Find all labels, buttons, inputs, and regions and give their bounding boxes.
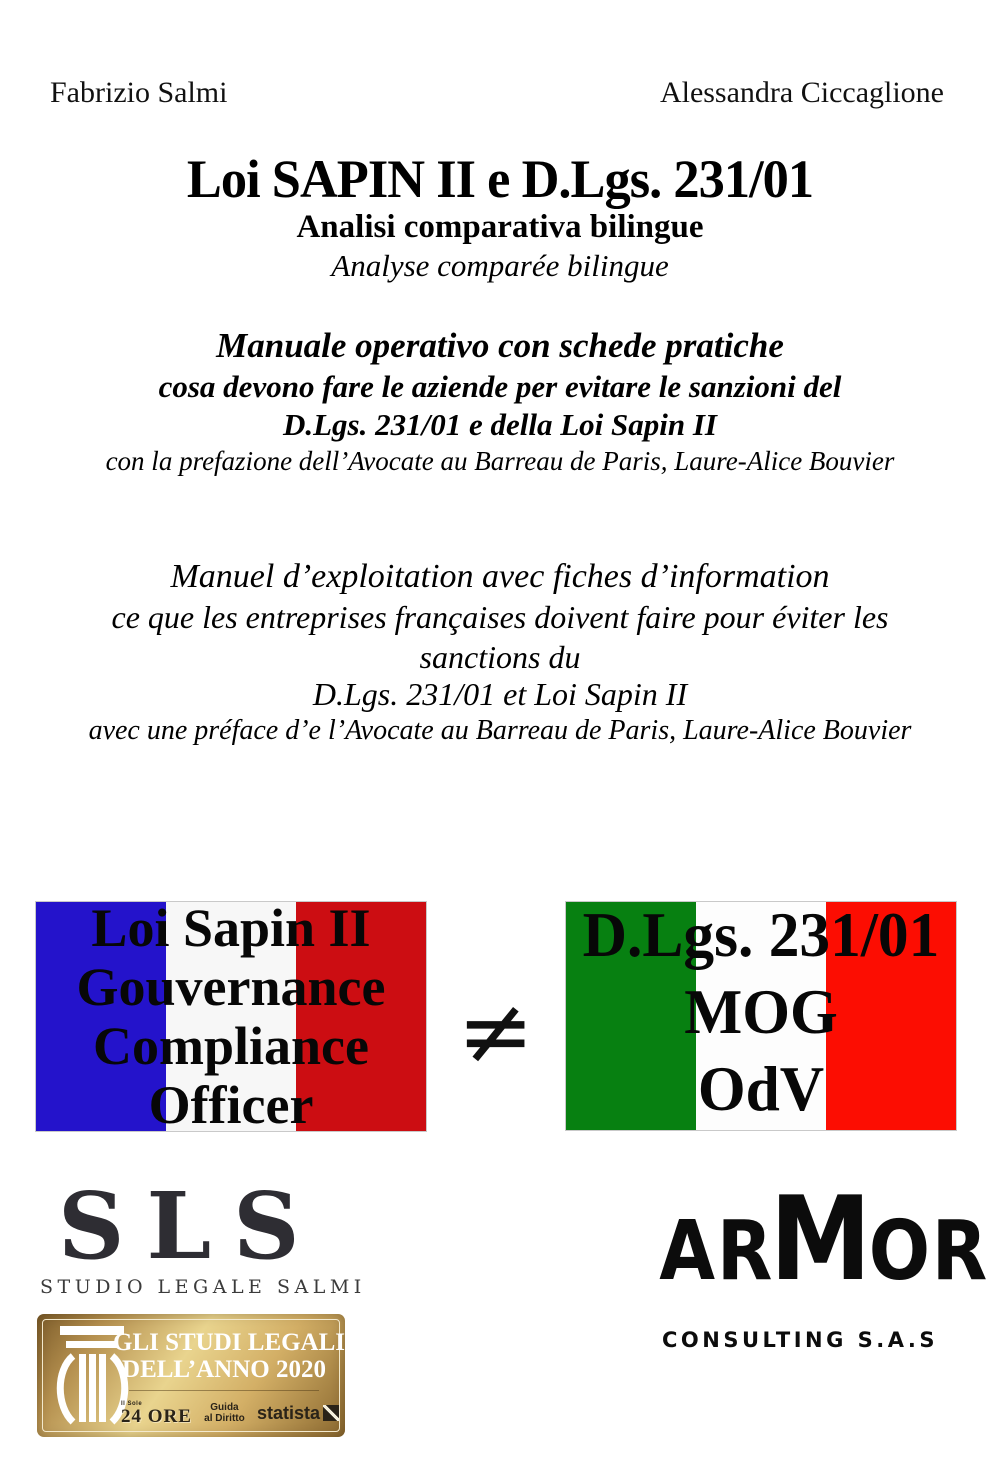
french-intro-line: ce que les entreprises françaises doivent faire pour éviter les xyxy=(111,599,889,635)
not-equal-symbol: ≠ xyxy=(456,978,535,1085)
french-flag-label-line: Compliance xyxy=(93,1016,369,1076)
guida-line2: al Diritto xyxy=(204,1413,245,1424)
italian-flag-label-line: D.Lgs. 231/01 xyxy=(582,899,940,970)
sole24ore-big-label: 24 ORE xyxy=(121,1405,192,1427)
italian-flag-label-line: MOG xyxy=(684,976,838,1047)
armor-letter: A xyxy=(659,1204,717,1299)
sole24ore-small-label: Il Sole xyxy=(121,1400,143,1407)
author-right: Alessandra Ciccaglione xyxy=(659,76,944,109)
italian-intro-line: D.Lgs. 231/01 e della Loi Sapin II xyxy=(282,407,717,442)
guida-al-diritto-logo xyxy=(204,1402,245,1424)
french-flag-label-line: Gouvernance xyxy=(76,957,386,1017)
french-intro-line: D.Lgs. 231/01 et Loi Sapin II xyxy=(312,676,688,712)
armor-letter-m: M xyxy=(769,1172,874,1307)
italian-flag-label xyxy=(568,896,954,1127)
french-flag xyxy=(35,898,427,1135)
french-flag-label xyxy=(30,899,432,1135)
armor-wordmark xyxy=(659,1172,990,1328)
guida-line1: Guida xyxy=(210,1402,239,1413)
sls-firm-name: STUDIO LEGALE SALMI xyxy=(40,1276,366,1298)
french-flag-label-line: Officer xyxy=(148,1075,314,1135)
subtitle-italian: Analisi comparativa bilingue xyxy=(296,209,704,245)
armor-letter: R xyxy=(931,1204,990,1299)
armor-subtitle: CONSULTING S.A.S xyxy=(661,1328,939,1352)
subtitle-french: Analyse comparée bilingue xyxy=(331,248,669,283)
badge-partner-logos xyxy=(121,1395,339,1431)
sls-logo: SLS xyxy=(58,1172,322,1280)
french-intro-line: sanctions du xyxy=(419,639,581,675)
badge-line1: GLI STUDI LEGALI xyxy=(113,1329,346,1356)
italian-flag-label-line: OdV xyxy=(697,1053,825,1124)
sole24ore-logo xyxy=(121,1401,192,1426)
armor-letter: O xyxy=(868,1204,932,1299)
italian-intro-line: cosa devono fare le aziende per evitare le sanzioni del xyxy=(158,369,842,404)
armor-consulting-logo xyxy=(640,1172,990,1352)
award-badge-2020 xyxy=(37,1314,345,1437)
armor-letter: R xyxy=(716,1204,775,1299)
italian-flag xyxy=(565,901,957,1131)
french-flag-label-line: Loi Sapin II xyxy=(91,898,371,958)
statista-logo xyxy=(257,1403,339,1424)
page-title: Loi SAPIN II e D.Lgs. 231/01 xyxy=(186,149,814,209)
statista-wordmark: statista xyxy=(256,1402,320,1423)
italian-intro-line: Manuale operativo con schede pratiche xyxy=(216,326,784,365)
badge-divider xyxy=(129,1390,319,1391)
french-preface-line: avec une préface d’e l’Avocate au Barreau de Paris, Laure-Alice Bouvier xyxy=(88,715,912,746)
author-left: Fabrizio Salmi xyxy=(50,76,228,109)
french-intro-line: Manuel d’exploitation avec fiches d’information xyxy=(170,558,830,595)
badge-line2: DELL’ANNO 2020 xyxy=(122,1356,326,1383)
italian-preface-line: con la prefazione dell’Avocate au Barreau de Paris, Laure-Alice Bouvier xyxy=(105,446,895,476)
statista-logo-icon xyxy=(323,1405,339,1421)
